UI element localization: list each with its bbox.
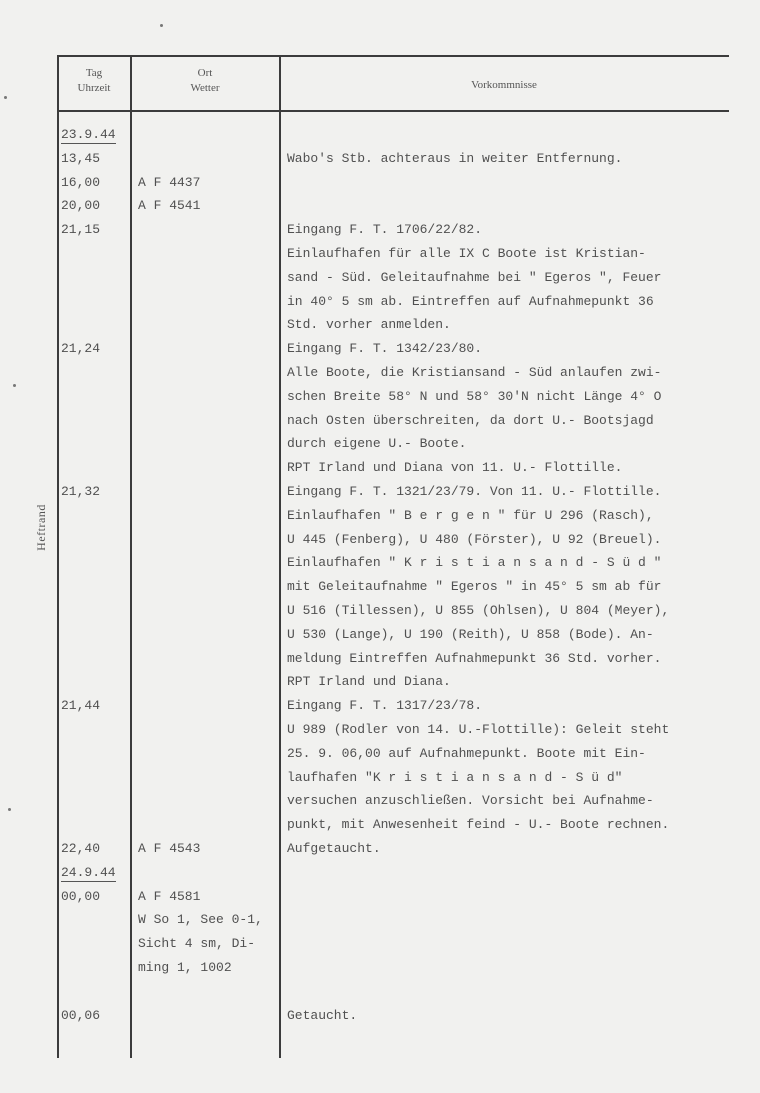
log-time: 21,44	[61, 698, 101, 714]
log-place: W So 1, See 0-1,	[138, 912, 263, 928]
log-entry: punkt, mit Anwesenheit feind - U.- Boote rechnen.	[287, 817, 670, 833]
log-time: 16,00	[61, 174, 101, 190]
log-place: A F 4437	[138, 174, 201, 190]
log-entry: in 40° 5 sm ab. Eintreffen auf Aufnahmepunkt 36	[287, 293, 654, 309]
log-time: 21,32	[61, 484, 101, 499]
margin-label: Heftrand	[33, 504, 48, 551]
log-entry: meldung Eintreffen Aufnahmepunkt 36 Std. vorher.	[287, 650, 662, 666]
header-col-time-line2: Uhrzeit	[77, 82, 111, 94]
log-entry: U 445 (Fenberg), U 480 (Förster), U 92 (Breuel).	[287, 531, 662, 547]
log-time: 21,24	[61, 341, 101, 357]
paper-speck	[8, 808, 11, 811]
log-entry: Eingang F. T. 1342/23/80.	[287, 341, 483, 357]
log-entry: mit Geleitaufnahme " Egeros " in 45° 5 sm ab für	[287, 579, 662, 595]
log-entry: U 530 (Lange), U 190 (Reith), U 858 (Bode). An-	[287, 626, 654, 642]
log-entry: laufhafen "K r i s t i a n s a n d - S ü d"	[287, 769, 623, 785]
log-entry: durch eigene U.- Boote.	[287, 436, 467, 452]
log-entry: Wabo's Stb. achteraus in weiter Entfernung.	[287, 150, 623, 166]
log-entry: Getaucht.	[287, 1007, 358, 1023]
log-entry: Eingang F. T. 1706/22/82.	[287, 222, 483, 238]
paper-speck	[4, 96, 7, 99]
log-time: 20,00	[61, 198, 101, 214]
header-col-place-line1: Ort	[197, 67, 213, 79]
log-entry: 25. 9. 06,00 auf Aufnahmepunkt. Boote mit Ein-	[287, 745, 646, 761]
col-divider-2	[279, 55, 281, 1058]
header-col-place-line2: Wetter	[190, 82, 220, 94]
log-entry: Einlaufhafen " K r i s t i a n s a n d - S ü d "	[287, 555, 662, 571]
log-time: 22,40	[61, 841, 101, 856]
log-entry: schen Breite 58° N und 58° 30'N nicht Länge 4° O	[287, 388, 662, 404]
log-place: A F 4541	[138, 198, 201, 214]
log-time: 00,06	[61, 1007, 101, 1023]
log-entry: versuchen anzuschließen. Vorsicht bei Aufnahme-	[287, 793, 654, 809]
col-divider-1	[130, 55, 132, 1058]
log-entry: nach Osten überschreiten, da dort U.- Bootsjagd	[287, 412, 654, 428]
paper-speck	[13, 384, 16, 387]
header-col-events: Vorkommnisse	[471, 79, 537, 91]
header-bottom-rule	[57, 110, 729, 112]
log-place: A F 4543	[138, 841, 201, 856]
log-entry: sand - Süd. Geleitaufnahme bei " Egeros ", Feuer	[287, 269, 662, 285]
log-entry: Einlaufhafen " B e r g e n " für U 296 (Rasch),	[287, 507, 654, 523]
log-entry: U 989 (Rodler von 14. U.-Flottille): Geleit steht	[287, 722, 670, 737]
log-place: ming 1, 1002	[138, 960, 232, 975]
log-time: 21,15	[61, 222, 101, 238]
log-entry: Std. vorher anmelden.	[287, 317, 451, 333]
paper-speck	[160, 24, 163, 27]
log-entry: Eingang F. T. 1321/23/79. Von 11. U.- Flottille.	[287, 484, 662, 499]
log-entry: U 516 (Tillessen), U 855 (Ohlsen), U 804 (Meyer),	[287, 603, 670, 618]
log-entry: Einlaufhafen für alle IX C Boote ist Kristian-	[287, 246, 646, 261]
log-time: 00,00	[61, 888, 101, 904]
log-date: 23.9.44	[61, 127, 116, 142]
log-entry: RPT Irland und Diana von 11. U.- Flottille.	[287, 460, 623, 476]
log-place: A F 4581	[138, 888, 201, 904]
header-col-time-line1: Tag	[85, 67, 103, 79]
log-place: Sicht 4 sm, Di-	[138, 936, 256, 952]
table-left-rule	[57, 55, 59, 1058]
table-top-rule	[57, 55, 729, 57]
log-entry: RPT Irland und Diana.	[287, 674, 451, 690]
log-date: 24.9.44	[61, 864, 116, 880]
log-entry: Aufgetaucht.	[287, 841, 381, 856]
log-entry: Eingang F. T. 1317/23/78.	[287, 698, 483, 714]
log-entry: Alle Boote, die Kristiansand - Süd anlaufen zwi-	[287, 365, 662, 380]
header-col-time	[60, 66, 128, 96]
log-time: 13,45	[61, 150, 101, 166]
header-col-place	[134, 66, 276, 96]
